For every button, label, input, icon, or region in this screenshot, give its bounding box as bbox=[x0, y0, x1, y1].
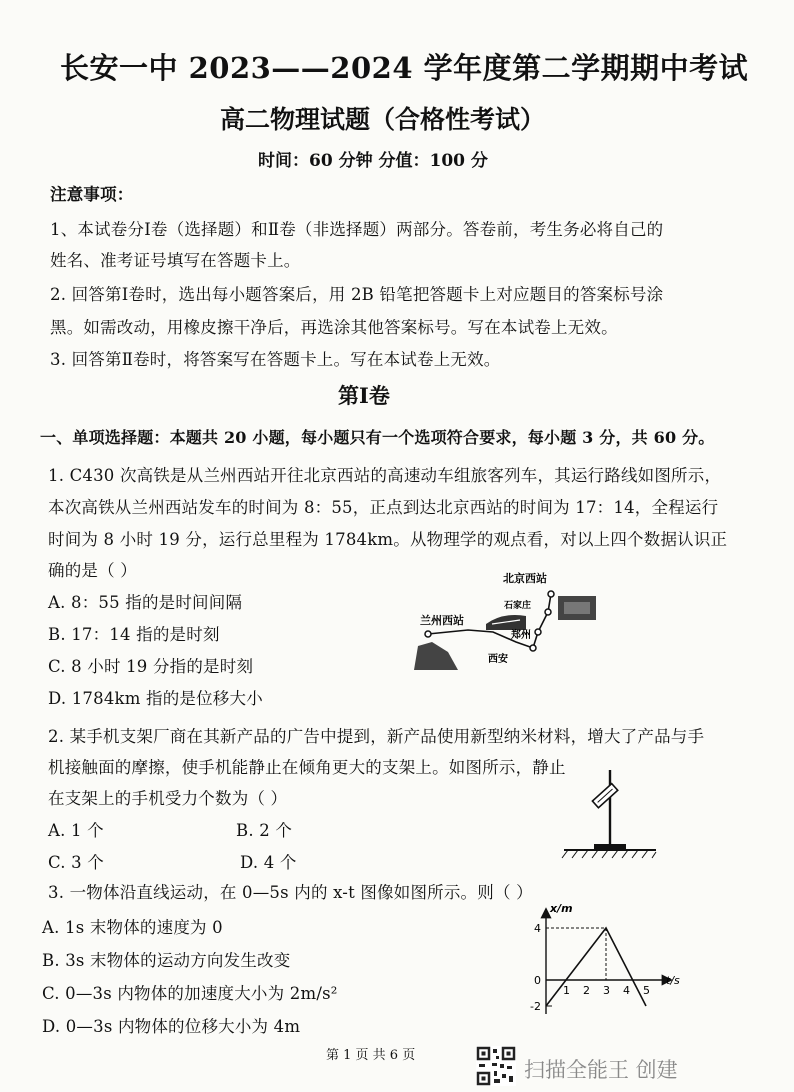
note-line-5: 3. 回答第Ⅱ卷时，将答案写在答题卡上。写在本试卷上无效。 bbox=[50, 350, 501, 369]
q1-option-c: C. 8 小时 19 分指的是时刻 bbox=[48, 657, 254, 676]
ground-hatch bbox=[562, 850, 656, 858]
qr-code-icon bbox=[476, 1046, 516, 1086]
station-zhengzhou bbox=[535, 629, 541, 635]
q2-stem-3: 在支架上的手机受力个数为（ ） bbox=[48, 789, 288, 808]
y-axis-label: x/m bbox=[550, 902, 573, 915]
x-tick-label: 2 bbox=[583, 984, 590, 997]
series-line bbox=[546, 928, 646, 1006]
part1-instructions: 一、单项选择题：本题共 20 小题，每小题只有一个选项符合要求，每小题 3 分，共 60 分。 bbox=[40, 428, 715, 447]
exam-meta: 时间：60 分钟 分值：100 分 bbox=[258, 151, 488, 171]
x-tick-label: 1 bbox=[563, 984, 570, 997]
exam-subtitle: 高二物理试题（合格性考试） bbox=[220, 105, 546, 134]
label-zhengzhou: 郑州 bbox=[511, 630, 531, 641]
xt-graph bbox=[520, 898, 690, 1028]
label-shijiazhuang: 石家庄 bbox=[504, 601, 532, 611]
q3-option-a: A. 1s 末物体的速度为 0 bbox=[42, 918, 223, 937]
q2-stem-2: 机接触面的摩擦，使手机能静止在倾角更大的支架上。如图所示，静止 bbox=[48, 758, 566, 777]
note-line-2: 姓名、准考证号填写在答题卡上。 bbox=[50, 251, 301, 270]
station-lanzhou bbox=[425, 631, 431, 637]
q1-option-b: B. 17：14 指的是时刻 bbox=[48, 625, 220, 644]
note-line-1: 1、本试卷分Ⅰ卷（选择题）和Ⅱ卷（非选择题）两部分。答卷前，考生务必将自己的 bbox=[50, 220, 664, 239]
q3-option-d: D. 0—3s 内物体的位移大小为 4m bbox=[42, 1017, 301, 1036]
q2-option-b: B. 2 个 bbox=[236, 821, 293, 840]
label-beijing: 北京西站 bbox=[503, 572, 547, 585]
q2-option-d: D. 4 个 bbox=[240, 853, 297, 872]
q1-option-d: D. 1784km 指的是位移大小 bbox=[48, 689, 263, 708]
phone-icon bbox=[592, 784, 617, 808]
q1-option-a: A. 8：55 指的是时间间隔 bbox=[48, 593, 243, 612]
label-lanzhou: 兰州西站 bbox=[420, 614, 464, 627]
x-tick-label: 5 bbox=[643, 984, 650, 997]
y-tick-label: 4 bbox=[534, 922, 541, 935]
lanzhou-photo-icon bbox=[414, 642, 458, 670]
x-tick-label: 3 bbox=[603, 984, 610, 997]
q2-option-a: A. 1 个 bbox=[48, 821, 104, 840]
page-number: 第 1 页 共 6 页 bbox=[326, 1048, 416, 1063]
q1-stem-1: 1. C430 次高铁是从兰州西站开往北京西站的高速动车组旅客列车，其运行路线如图所示， bbox=[48, 466, 722, 485]
label-xian: 西安 bbox=[488, 654, 508, 665]
exam-title: 长安一中 2023——2024 学年度第二学期期中考试 bbox=[60, 51, 749, 85]
route-map-figure bbox=[408, 572, 608, 676]
stand-base bbox=[594, 844, 626, 850]
q1-stem-4: 确的是（ ） bbox=[48, 561, 137, 580]
q1-stem-3: 时间为 8 小时 19 分，运行总里程为 1784km。从物理学的观点看，对以上四个数据认识正 bbox=[48, 530, 728, 549]
x-tick-label: 4 bbox=[623, 984, 630, 997]
y-tick-label: -2 bbox=[530, 1000, 541, 1013]
note-line-3: 2. 回答第Ⅰ卷时，选出每小题答案后，用 2B 铅笔把答题卡上对应题目的答案标号涂 bbox=[50, 285, 664, 304]
station-xian bbox=[530, 645, 536, 651]
q2-option-c: C. 3 个 bbox=[48, 853, 104, 872]
y-tick-label: 0 bbox=[534, 974, 541, 987]
station-shijiazhuang bbox=[545, 609, 551, 615]
q1-stem-2: 本次高铁从兰州西站发车的时间为 8：55，正点到达北京西站的时间为 17：14，全程运行 bbox=[48, 498, 719, 517]
x-axis-label: t/s bbox=[666, 974, 680, 987]
scanner-watermark: 扫描全能王 创建 bbox=[524, 1058, 678, 1082]
q3-option-b: B. 3s 末物体的运动方向发生改变 bbox=[42, 951, 291, 970]
q2-stem-1: 2. 某手机支架厂商在其新产品的广告中提到，新产品使用新型纳米材料，增大了产品与手 bbox=[48, 727, 705, 746]
phone-stand-figure bbox=[560, 766, 660, 862]
beijing-photo-detail bbox=[564, 602, 590, 614]
station-beijing bbox=[548, 591, 554, 597]
note-line-4: 黑。如需改动，用橡皮擦干净后，再选涂其他答案标号。写在本试卷上无效。 bbox=[50, 318, 618, 337]
q3-stem: 3. 一物体沿直线运动，在 0—5s 内的 x-t 图像如图所示。则（ ） bbox=[48, 883, 533, 902]
q3-option-c: C. 0—3s 内物体的加速度大小为 2m/s² bbox=[42, 984, 338, 1003]
section-title: 第Ⅰ卷 bbox=[338, 383, 390, 408]
notes-heading: 注意事项： bbox=[50, 185, 134, 204]
